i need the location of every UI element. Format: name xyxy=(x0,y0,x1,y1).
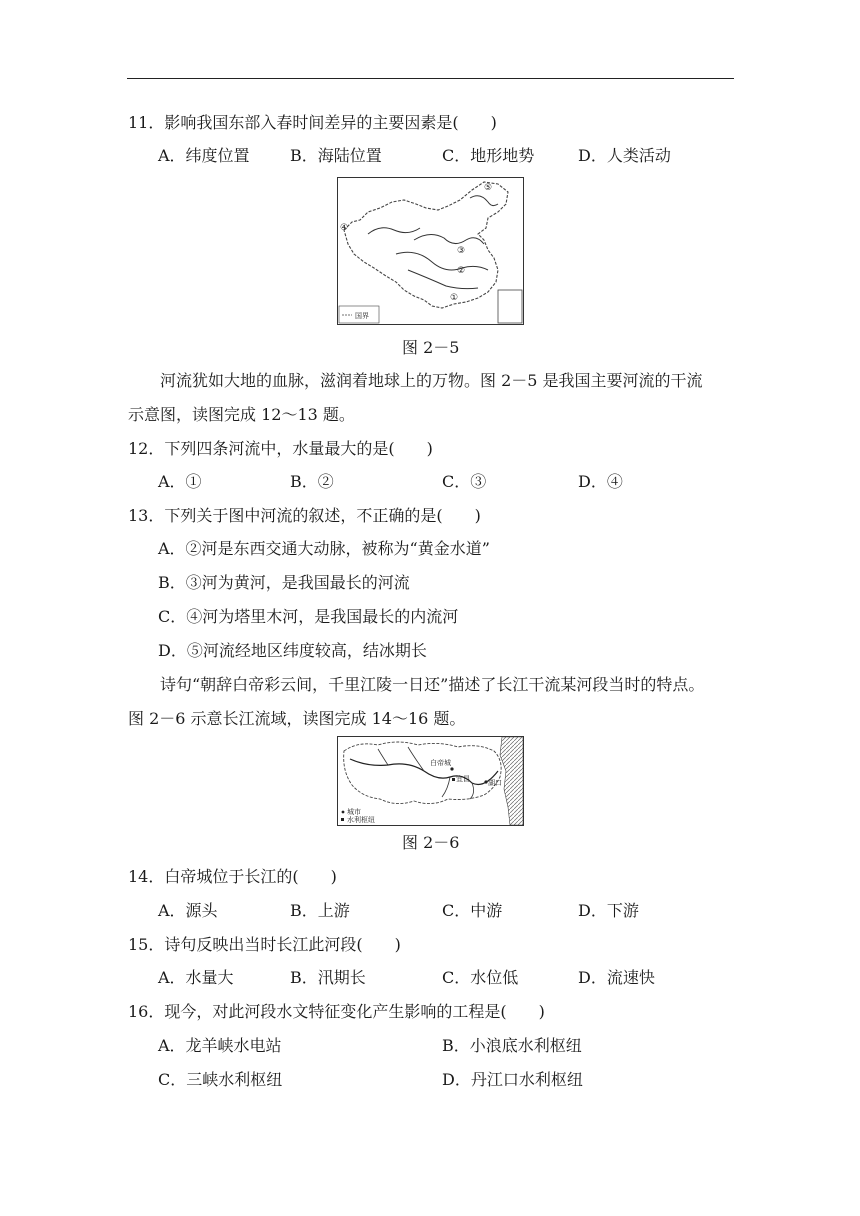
china-map-svg xyxy=(338,178,523,324)
q11-option-a: A．纬度位置 xyxy=(158,146,250,165)
marker-1: ① xyxy=(450,293,459,303)
q11-stem: 11．影响我国东部入春时间差异的主要因素是( ) xyxy=(128,113,497,132)
q14-option-b: B．上游 xyxy=(290,901,350,920)
marker-3: ③ xyxy=(457,246,466,256)
q13-stem: 13．下列关于图中河流的叙述，不正确的是( ) xyxy=(128,506,481,525)
q16-option-c: C．三峡水利枢纽 xyxy=(158,1070,283,1089)
q13-option-b: B．③河为黄河，是我国最长的河流 xyxy=(158,573,410,592)
label-baidicheng: 白帝城 xyxy=(430,759,451,767)
q12-stem: 12．下列四条河流中，水量最大的是( ) xyxy=(128,439,433,458)
q13-option-a: A．②河是东西交通大动脉，被称为“黄金水道” xyxy=(158,539,490,558)
q16-stem: 16．现今，对此河段水文特征变化产生影响的工程是( ) xyxy=(128,1002,545,1021)
q15-option-b: B．汛期长 xyxy=(290,968,366,987)
q14-option-d: D．下游 xyxy=(578,901,639,920)
passage2-line2: 图 2－6 示意长江流域，读图完成 14～16 题。 xyxy=(128,709,466,728)
q12-option-b: B．② xyxy=(290,472,334,491)
q16-option-b: B．小浪底水利枢纽 xyxy=(442,1036,582,1055)
q14-stem: 14．白帝城位于长江的( ) xyxy=(128,867,337,886)
q11-option-c: C．地形地势 xyxy=(442,146,535,165)
q15-option-c: C．水位低 xyxy=(442,968,519,987)
figure-2-6-yangtze-basin-map xyxy=(337,736,524,826)
figure-2-6-caption: 图 2－6 xyxy=(402,833,460,852)
q14-option-c: C．中游 xyxy=(442,901,503,920)
q11-option-b: B．海陆位置 xyxy=(290,146,382,165)
q13-option-d: D．⑤河流经地区纬度较高，结冰期长 xyxy=(158,641,427,660)
label-yichang: 宜昌 xyxy=(456,775,470,783)
legend-hydro: 水利枢纽 xyxy=(347,816,375,824)
passage2-line1: 诗句“朝辞白帝彩云间，千里江陵一日还”描述了长江干流某河段当时的特点。 xyxy=(160,675,705,694)
header-rule xyxy=(127,78,734,79)
passage1-line1: 河流犹如大地的血脉，滋润着地球上的万物。图 2－5 是我国主要河流的干流 xyxy=(160,371,703,390)
q13-option-c: C．④河为塔里木河，是我国最长的内流河 xyxy=(158,607,459,626)
marker-4: ④ xyxy=(340,223,349,233)
q14-option-a: A．源头 xyxy=(158,901,218,920)
q12-option-d: D．④ xyxy=(578,472,623,491)
passage1-line2: 示意图，读图完成 12～13 题。 xyxy=(128,405,355,424)
q16-option-d: D．丹江口水利枢纽 xyxy=(442,1070,583,1089)
marker-2: ② xyxy=(457,266,466,276)
figure-2-5-china-rivers-map xyxy=(337,177,524,325)
yangtze-map-svg xyxy=(338,737,523,825)
q15-option-a: A．水量大 xyxy=(158,968,234,987)
legend-city: 城市 xyxy=(347,808,361,816)
label-hukou: 湖口 xyxy=(488,779,502,787)
q11-option-d: D．人类活动 xyxy=(578,146,671,165)
marker-5: ⑤ xyxy=(484,183,493,193)
legend-border-label: 国界 xyxy=(355,312,369,320)
figure-2-5-caption: 图 2－5 xyxy=(402,338,460,357)
q12-option-a: A．① xyxy=(158,472,202,491)
q16-option-a: A．龙羊峡水电站 xyxy=(158,1036,282,1055)
q12-option-c: C．③ xyxy=(442,472,487,491)
q15-stem: 15．诗句反映出当时长江此河段( ) xyxy=(128,935,401,954)
q15-option-d: D．流速快 xyxy=(578,968,655,987)
